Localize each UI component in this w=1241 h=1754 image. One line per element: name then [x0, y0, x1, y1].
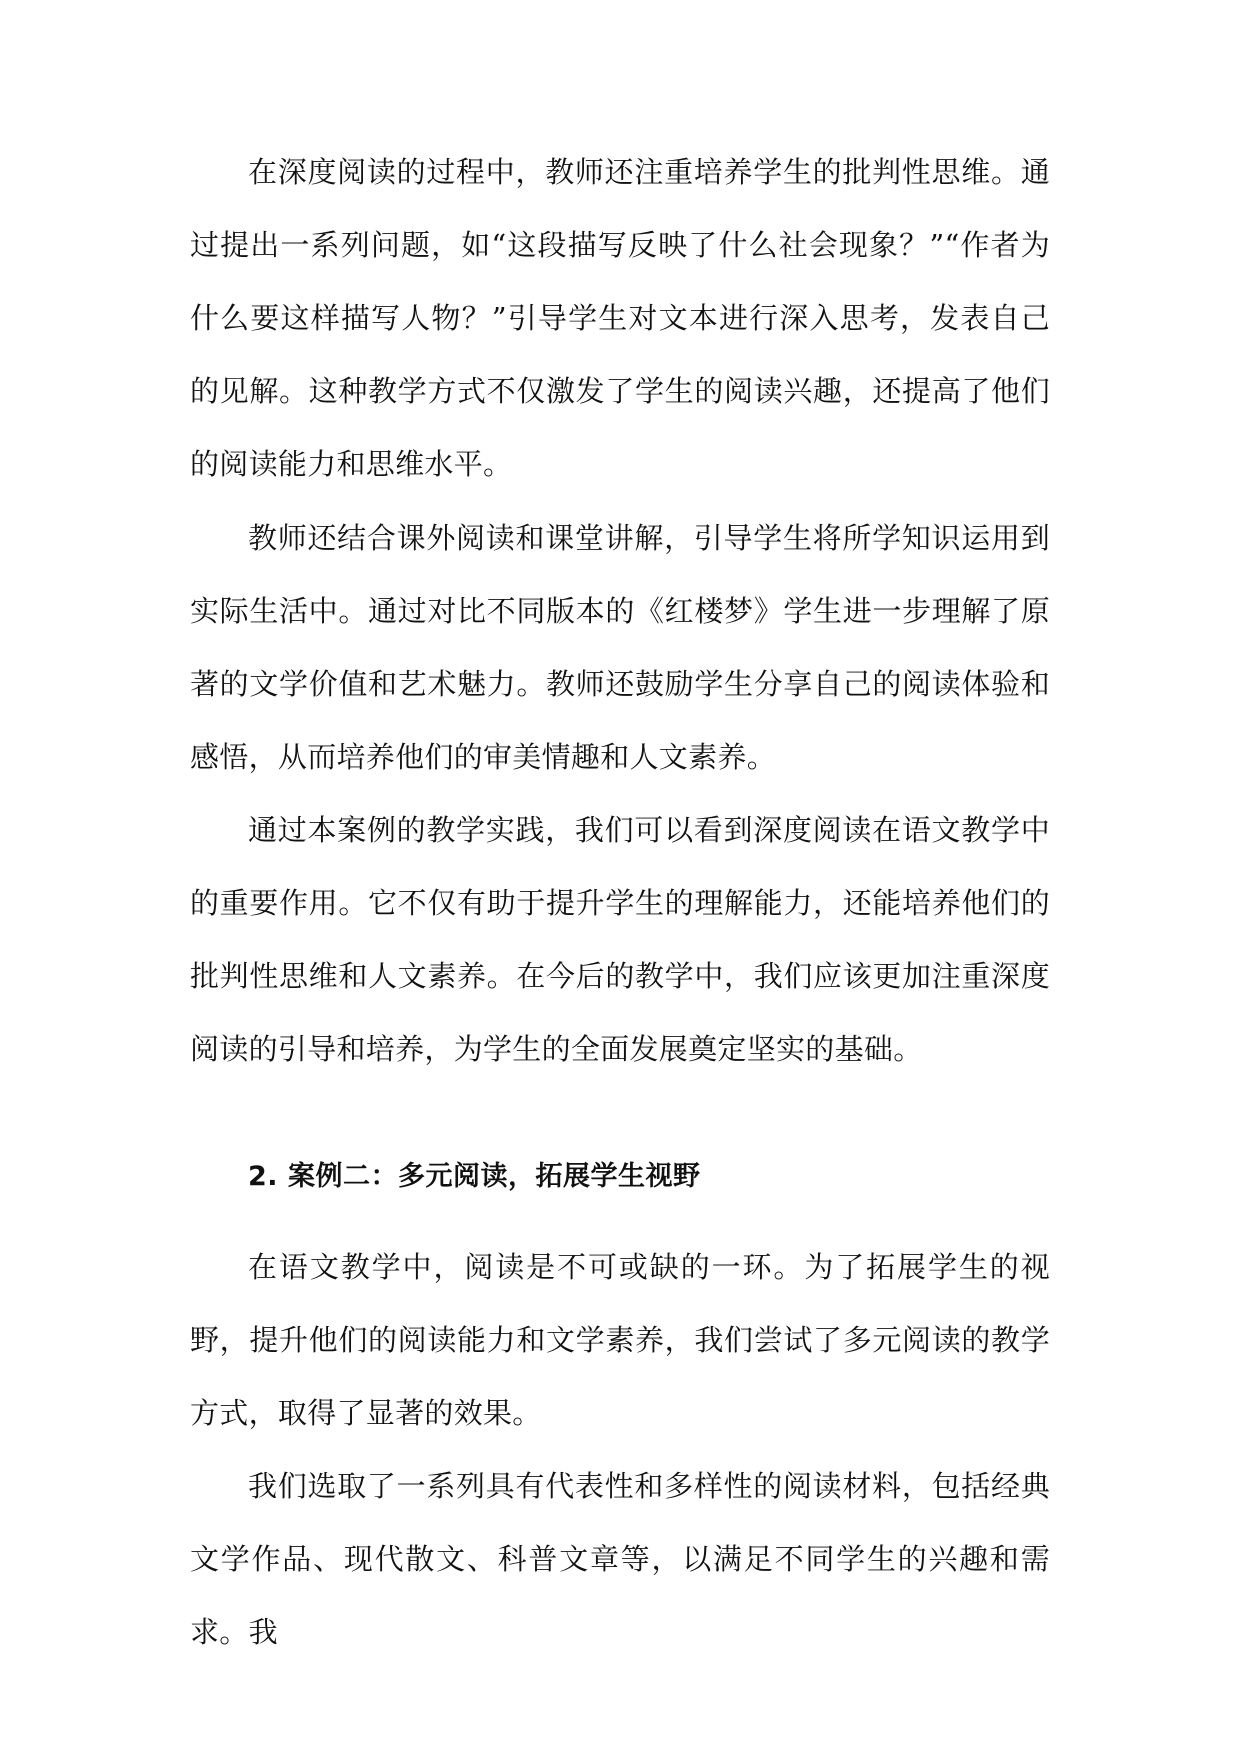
body-paragraph: 我们选取了一系列具有代表性和多样性的阅读材料，包括经典文学作品、现代散文、科普文章等，以满足不同学生的兴趣和需求。我 [190, 1469, 1050, 1649]
section-heading: 2. 案例二：多元阅读，拓展学生视野 [248, 1161, 701, 1192]
body-paragraph: 教师还结合课外阅读和课堂讲解，引导学生将所学知识运用到实际生活中。通过对比不同版本的《红楼梦》学生进一步理解了原著的文学价值和艺术魅力。教师还鼓励学生分享自己的阅读体验和感悟，从而培养他们的审美情趣和人文素养。 [190, 521, 1050, 774]
body-paragraph: 在深度阅读的过程中，教师还注重培养学生的批判性思维。通过提出一系列问题，如“这段描写反映了什么社会现象？”“作者为什么要这样描写人物？”引导学生对文本进行深入思考，发表自己的见解。这种教学方式不仅激发了学生的阅读兴趣，还提高了他们的阅读能力和思维水平。 [190, 155, 1050, 481]
body-paragraph: 通过本案例的教学实践，我们可以看到深度阅读在语文教学中的重要作用。它不仅有助于提升学生的理解能力，还能培养他们的批判性思维和人文素养。在今后的教学中，我们应该更加注重深度阅读的引导和培养，为学生的全面发展奠定坚实的基础。 [190, 813, 1050, 1066]
body-paragraph: 在语文教学中，阅读是不可或缺的一环。为了拓展学生的视野，提升他们的阅读能力和文学素养，我们尝试了多元阅读的教学方式，取得了显著的效果。 [190, 1250, 1050, 1430]
